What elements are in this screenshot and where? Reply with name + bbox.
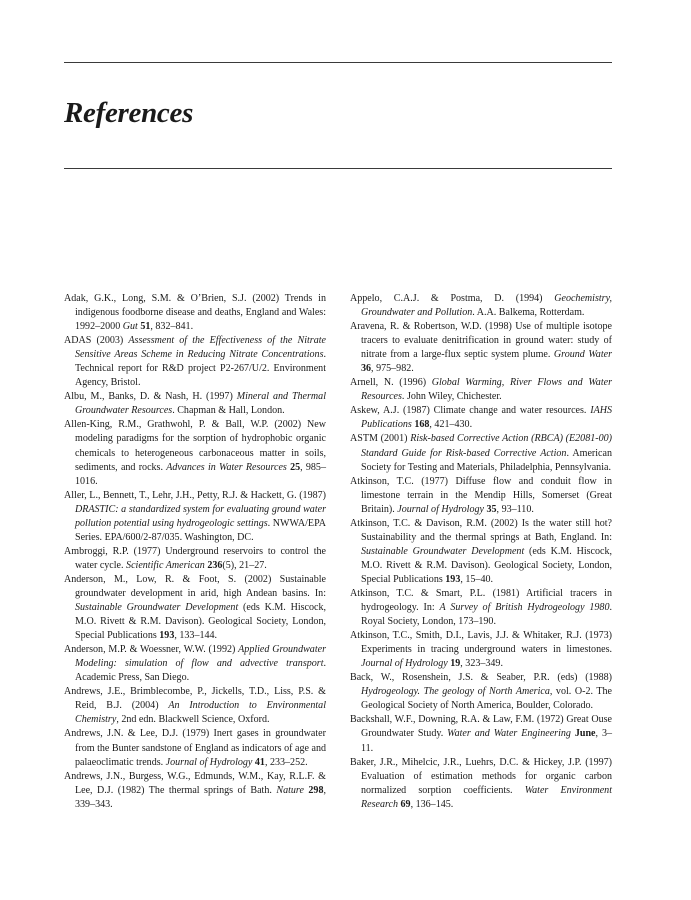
reference-volume: 19 (450, 658, 461, 670)
reference-entry: Atkinson, T.C. & Smart, P.L. (1981) Artificial tracers in hydrogeology. In: A Survey of British Hydrogeology 1980. Royal Society, London, 173–190. (350, 587, 612, 628)
reference-title-italic: Advances in Water Resources (166, 461, 287, 473)
reference-volume: June (574, 728, 596, 740)
reference-entry: Aller, L., Bennett, T., Lehr, J.H., Petty, R.J. & Hackett, G. (1987) DRASTIC: a standardized system for evaluating ground water pollution potential using hydrogeologic settings. NWWA/EPA Series. EPA/600/2-87/035. Washington, DC. (64, 489, 326, 543)
page-title: References (64, 97, 194, 129)
reference-volume: 36 (361, 363, 372, 375)
reference-entry: Andrews, J.E., Brimblecombe, P., Jickells, T.D., Liss, P.S. & Reid, B.J. (2004) An Introduction to Environmental Chemistry, 2nd edn. Blackwell Science, Oxford. (64, 686, 326, 726)
reference-entry: Atkinson, T.C. & Davison, R.M. (2002) Is the water still hot? Sustainability and the thermal springs at Bath, England. In: Sustainable Groundwater Development (eds K.M. Hiscock, M.O. Rivett & R.M. Davison). Geological Society, London, Special Publications 193, 15–40. (350, 517, 613, 585)
reference-title-italic: Water and Water Engineering (447, 728, 571, 740)
reference-title-italic: Mineral and Thermal Groundwater Resources (75, 391, 326, 417)
reference-entry: Albu, M., Banks, D. & Nash, H. (1997) Mineral and Thermal Groundwater Resources. Chapman & Hall, London. (64, 391, 326, 417)
reference-entry: Ambroggi, R.P. (1977) Underground reservoirs to control the water cycle. Scientific American 236(5), 21–27. (64, 545, 326, 571)
reference-volume: 236 (207, 559, 223, 571)
reference-volume: 69 (400, 798, 411, 810)
reference-title-italic: Scientific American (126, 559, 205, 571)
reference-title-italic: Water Environment Research (361, 784, 612, 810)
top-rule (64, 62, 612, 63)
reference-volume: 51 (140, 321, 151, 333)
reference-title-italic: Sustainable Groundwater Development (75, 602, 239, 614)
reference-entry: Back, W., Rosenshein, J.S. & Seaber, P.R. (eds) (1988) Hydrogeology. The geology of North America, vol. O-2. The Geological Society of North America, Boulder, Colorado. (350, 672, 612, 712)
reference-entry: Atkinson, T.C., Smith, D.I., Lavis, J.J. & Whitaker, R.J. (1973) Experiments in tracing underground waters in limestones. Journal of Hydrology 19, 323–349. (350, 630, 612, 670)
reference-title-italic: Ground Water (553, 349, 612, 361)
reference-entry: Anderson, M.P. & Woessner, W.W. (1992) Applied Groundwater Modeling: simulation of flow and advective transport. Academic Press, San Diego. (64, 644, 326, 684)
reference-title-italic: Applied Groundwater Modeling: simulation of flow and advective transport (75, 644, 326, 670)
reference-entry: Askew, A.J. (1987) Climate change and water resources. IAHS Publications 168, 421–430. (350, 405, 612, 431)
reference-title-italic: Journal of Hydrology (361, 658, 448, 670)
reference-entry: ADAS (2003) Assessment of the Effectiveness of the Nitrate Sensitive Areas Scheme in Reducing Nitrate Concentrations. Technical report for R&D project P2-267/U/2. Environment Agency, Bristol. (64, 335, 326, 389)
reference-entry: Backshall, W.F., Downing, R.A. & Law, F.M. (1972) Great Ouse Groundwater Study. Water and Water Engineering June, 3–11. (350, 714, 612, 754)
reference-entry: Baker, J.R., Mihelcic, J.R., Luehrs, D.C. & Hickey, J.P. (1997) Evaluation of estimation methods for organic carbon normalized sorption coefficients. Water Environment Research 69, 136–145. (350, 756, 612, 810)
reference-volume: 193 (445, 573, 461, 585)
reference-volume: 168 (414, 419, 430, 431)
reference-entry: Arnell, N. (1996) Global Warming, River Flows and Water Resources. John Wiley, Chichester. (350, 377, 612, 403)
reference-title-italic: Gut (122, 321, 138, 333)
reference-title-italic: Hydrogeology. The geology of North America (361, 686, 550, 698)
reference-entry: Andrews, J.N., Burgess, W.G., Edmunds, W.M., Kay, R.L.F. & Lee, D.J. (1982) The thermal springs of Bath. Nature 298, 339–343. (64, 770, 326, 810)
reference-entry: Atkinson, T.C. (1977) Diffuse flow and conduit flow in limestone terrain in the Mendip Hills, Somerset (Great Britain). Journal of Hydrology 35, 93–110. (350, 475, 612, 515)
reference-entry: Appelo, C.A.J. & Postma, D. (1994) Geochemistry, Groundwater and Pollution. A.A. Balkema, Rotterdam. (350, 293, 612, 319)
reference-volume: 35 (486, 503, 497, 515)
reference-title-italic: Geochemistry, Groundwater and Pollution (361, 293, 612, 319)
reference-title-italic: Assessment of the Effectiveness of the Nitrate Sensitive Areas Scheme in Reducing Nitrate Concentrations (75, 335, 326, 361)
reference-title-italic: An Introduction to Environmental Chemistry (75, 700, 326, 726)
references-right-column (350, 292, 612, 812)
reference-title-italic: A Survey of British Hydrogeology 1980 (439, 602, 610, 614)
reference-entry: Aravena, R. & Robertson, W.D. (1998) Use of multiple isotope tracers to evaluate denitrification in ground water: study of nitrate from a large-flux septic system plume. Ground Water 36, 975–982. (350, 321, 612, 375)
references-left-column (64, 292, 326, 812)
reference-title-italic: Global Warming, River Flows and Water Resources (361, 377, 612, 403)
reference-volume: 41 (254, 756, 265, 768)
reference-title-italic: Risk-based Corrective Action (RBCA) (E2081-00) Standard Guide for Risk-based Corrective Action (361, 433, 612, 459)
reference-volume: 298 (308, 784, 324, 796)
reference-entry: Adak, G.K., Long, S.M. & O’Brien, S.J. (2002) Trends in indigenous foodborne disease and deaths, England and Wales: 1992–2000 Gut 51, 832–841. (64, 293, 326, 333)
reference-entry: Allen-King, R.M., Grathwohl, P. & Ball, W.P. (2002) New modeling paradigms for the sorption of hydrophobic organic chemicals to heterogeneous carbonaceous matter in soils, sediments, and rocks. Advances in Water Resources 25, 985–1016. (64, 419, 326, 487)
reference-entry: ASTM (2001) Risk-based Corrective Action (RBCA) (E2081-00) Standard Guide for Risk-based Corrective Action. American Society for Testing and Materials, Philadelphia, Pennsylvania. (350, 433, 612, 473)
reference-volume: 193 (159, 630, 175, 642)
reference-title-italic: Nature (276, 784, 304, 796)
reference-entry: Anderson, M., Low, R. & Foot, S. (2002) Sustainable groundwater development in arid, high Andean basins. In: Sustainable Groundwater Development (eds K.M. Hiscock, M.O. Rivett & R.M. Davison). Geological Society, London, Special Publications 193, 133–144. (64, 573, 327, 642)
reference-title-italic: Journal of Hydrology (397, 503, 484, 515)
reference-title-italic: DRASTIC: a standardized system for evaluating ground water pollution potential using hydrogeologic settings (75, 503, 326, 529)
reference-title-italic: Journal of Hydrology (165, 756, 253, 768)
bottom-rule (64, 168, 612, 169)
reference-volume: 25 (290, 461, 301, 473)
reference-title-italic: IAHS Publications (361, 405, 612, 431)
reference-entry: Andrews, J.N. & Lee, D.J. (1979) Inert gases in groundwater from the Bunter sandstone of England as indicators of age and palaeoclimatic trends. Journal of Hydrology 41, 233–252. (64, 728, 326, 768)
reference-title-italic: Sustainable Groundwater Development (361, 545, 525, 557)
